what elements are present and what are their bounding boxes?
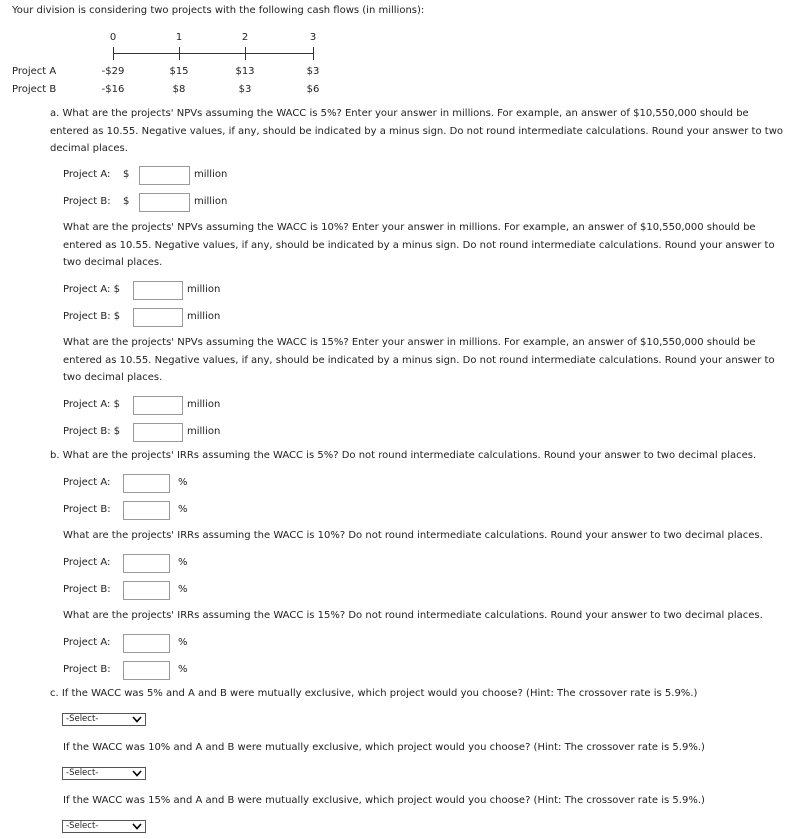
npv-a-15-input[interactable] [133,396,183,415]
npv-a-10-input[interactable] [133,281,183,300]
choice-select-wacc-15[interactable] [62,820,146,833]
question-b-irr-5: b. What are the projects' IRRs assuming the WACC is 5%? Do not round intermediate calculations. Round your answer to two decimal places. [50,450,757,461]
question-c-wacc-5: c. If the WACC was 5% and A and B were mutually exclusive, which project would you choose? (Hint: The crossover rate is 5.9%.) [50,688,698,699]
irr-b-10-input[interactable] [123,581,170,600]
question-b-irr-15: What are the projects' IRRs assuming the WACC is 15%? Do not round intermediate calculations. Round your answer to two decimal places. [63,610,763,621]
timeline-tick [313,47,314,60]
period-label: 1 [175,32,183,43]
select-value: -Select- [66,714,99,724]
cash-flow-value: -$16 [101,84,125,95]
question-a-npv-15: What are the projects' NPVs assuming the WACC is 15%? Enter your answer in millions. For example, an answer of $10,550,000 should be entered as 10.55. Negative values, if any, should be indicated by a minus sign. Do not round intermediate calculations. Round your answer to two decimal places. [63,337,775,383]
project-b-label: Project B: [63,196,111,207]
period-label: 0 [109,32,117,43]
irr-b-15-input[interactable] [123,661,170,680]
percent-unit: % [178,664,188,675]
unit-label: million [194,169,228,180]
cash-flow-value: $8 [172,84,186,95]
project-b-label: Project B: [63,584,111,595]
cash-flow-value: $3 [238,84,252,95]
project-b-label: Project B: $ [63,311,121,322]
percent-unit: % [178,477,188,488]
cash-flow-value: -$29 [101,66,125,77]
unit-label: million [194,196,228,207]
npv-b-10-input[interactable] [133,308,183,327]
percent-unit: % [178,637,188,648]
unit-label: million [187,426,221,437]
percent-unit: % [178,504,188,515]
question-c-wacc-10: If the WACC was 10% and A and B were mutually exclusive, which project would you choose? (Hint: The crossover rate is 5.9%.) [63,742,705,753]
question-b-irr-10: What are the projects' IRRs assuming the WACC is 10%? Do not round intermediate calculations. Round your answer to two decimal places. [63,530,763,541]
percent-unit: % [178,557,188,568]
project-a-label: Project A: [63,637,111,648]
project-a-label: Project A: [63,557,111,568]
irr-a-10-input[interactable] [123,554,170,573]
npv-b-15-input[interactable] [133,423,183,442]
project-b-row-label: Project B [12,84,57,95]
choice-select-wacc-5[interactable] [62,713,146,726]
project-a-label: Project A: [63,169,111,180]
period-label: 2 [241,32,249,43]
intro-text: Your division is considering two projects with the following cash flows (in millions): [12,5,425,16]
chevron-down-icon [132,823,142,830]
dollar-sign: $ [123,196,130,207]
project-a-label: Project A: $ [63,284,120,295]
project-b-label: Project B: [63,504,111,515]
dollar-sign: $ [123,169,130,180]
select-value: -Select- [66,768,99,778]
timeline-tick [179,47,180,60]
project-b-label: Project B: $ [63,426,121,437]
chevron-down-icon [132,770,142,777]
project-b-label: Project B: [63,664,111,675]
irr-b-5-input[interactable] [123,501,170,520]
unit-label: million [187,284,221,295]
project-a-label: Project A: [63,477,111,488]
npv-a-5-input[interactable] [139,166,190,185]
period-label: 3 [309,32,317,43]
project-a-row-label: Project A [12,66,57,77]
irr-a-5-input[interactable] [123,474,170,493]
timeline-axis [113,53,314,54]
question-a-npv-10: What are the projects' NPVs assuming the WACC is 10%? Enter your answer in millions. For example, an answer of $10,550,000 should be entered as 10.55. Negative values, if any, should be indicated by a minus sign. Do not round intermediate calculations. Round your answer to two decimal places. [63,222,775,268]
question-a-npv-5: a. What are the projects' NPVs assuming the WACC is 5%? Enter your answer in millions. For example, an answer of $10,550,000 should be entered as 10.55. Negative values, if any, should be indicated by a minus sign. Do not round intermediate calculations. Round your answer to two decimal places. [50,108,783,154]
cash-flow-value: $6 [306,84,320,95]
unit-label: million [187,399,221,410]
select-value: -Select- [66,821,99,831]
timeline-tick [245,47,246,60]
irr-a-15-input[interactable] [123,634,170,653]
question-c-wacc-15: If the WACC was 15% and A and B were mutually exclusive, which project would you choose? (Hint: The crossover rate is 5.9%.) [63,795,705,806]
unit-label: million [187,311,221,322]
npv-b-5-input[interactable] [139,193,190,212]
cash-flow-value: $13 [235,66,255,77]
percent-unit: % [178,584,188,595]
project-a-label: Project A: $ [63,399,120,410]
choice-select-wacc-10[interactable] [62,767,146,780]
cash-flow-value: $3 [306,66,320,77]
cash-flow-value: $15 [169,66,189,77]
chevron-down-icon [132,716,142,723]
timeline-tick [113,47,114,60]
